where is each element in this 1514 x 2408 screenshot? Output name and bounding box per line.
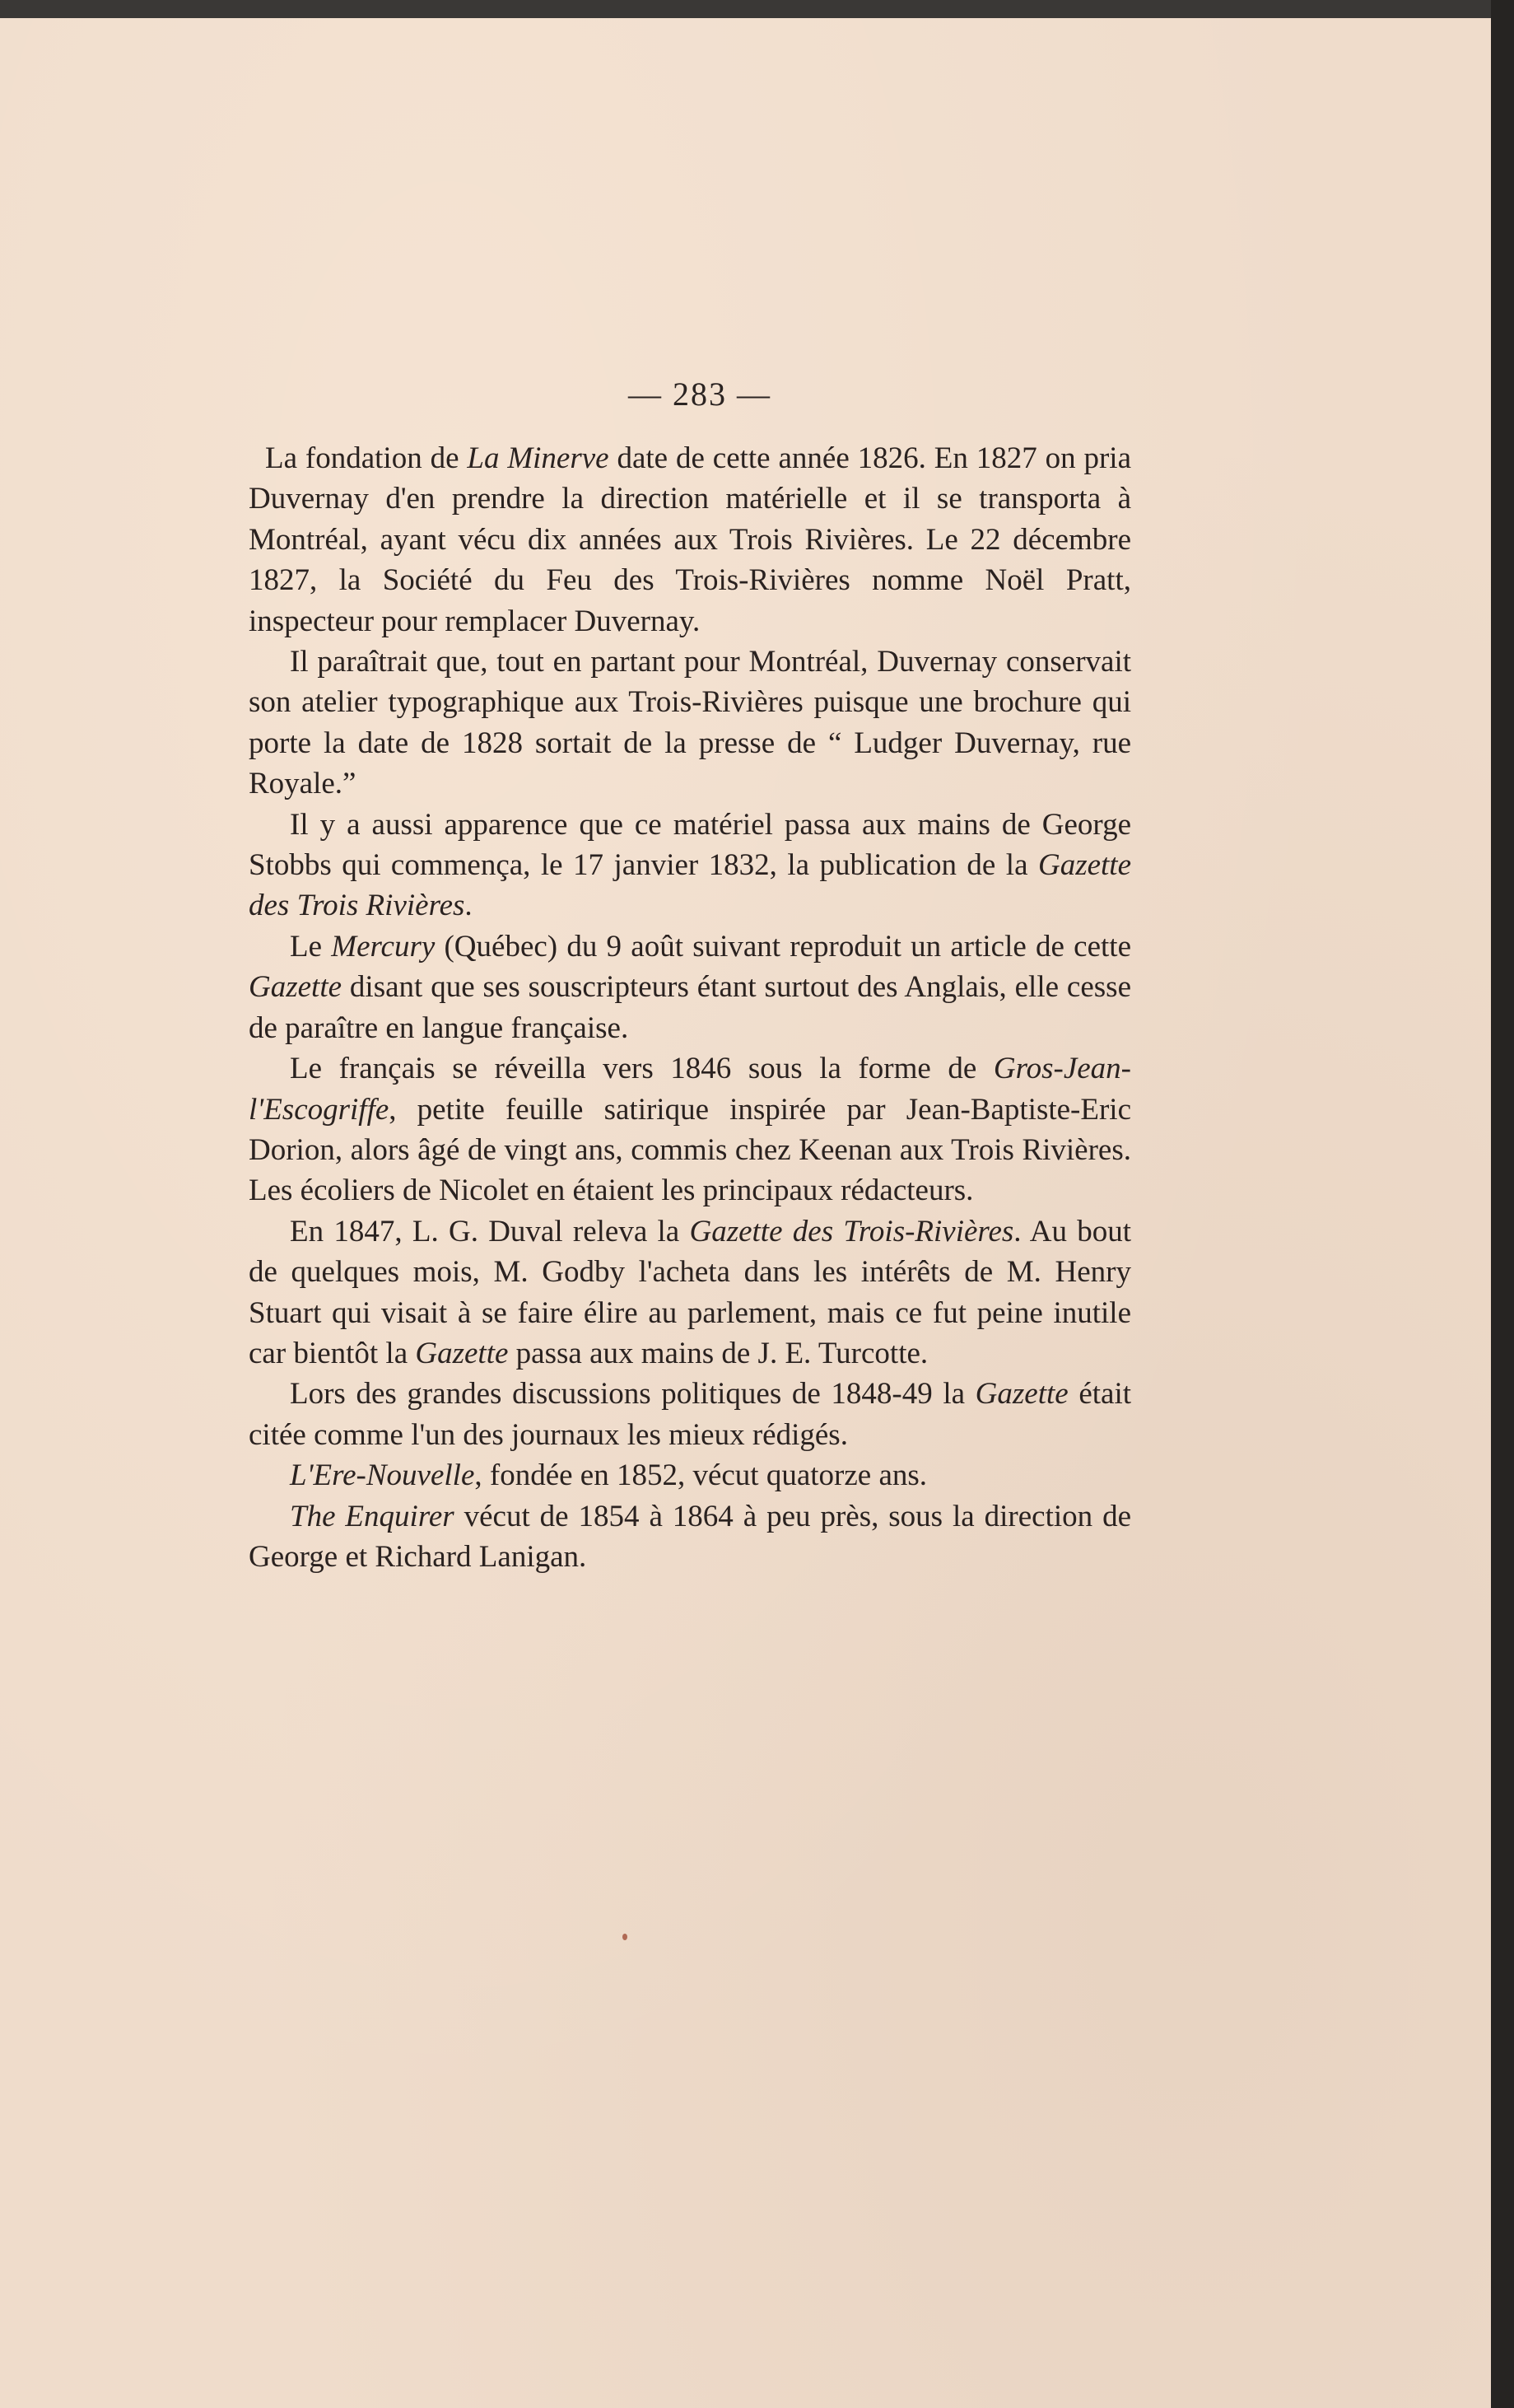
text-run: Il y a aussi apparence que ce matériel passa aux mains de George Stobbs qui commença, le 17 janvier 1832, la publication de la <box>249 807 1131 883</box>
text-run: était citée comme l'un des journaux les mieux rédigés. <box>249 1377 1132 1452</box>
scan-right-edge <box>1491 0 1514 2408</box>
text-run: . Au bout de quelques mois, M. Godby l'acheta dans les intérêts de M. Henry Stuart qui visait à se faire élire au parlement, mais ce fut peine inutile car bientôt la <box>249 1214 1131 1370</box>
text-run: Le <box>290 929 332 964</box>
paragraph-duval <box>249 1211 1131 1374</box>
paragraph-minerve <box>249 438 1131 642</box>
body-text <box>249 438 1131 1577</box>
text-run: La fondation de <box>265 441 468 475</box>
paragraph-enquirer <box>249 1496 1131 1578</box>
newspaper-title: Gros-Jean-l'Escogriffe <box>249 1052 1131 1127</box>
text-run: date de cette année 1826. En 1827 on pria Duvernay d'en prendre la direction matérielle et il se transporta à Montréal, ayant vécu dix années aux Trois Rivières. Le 22 décembre 1827, la Société du Feu des Trois-Rivières nomme Noël Pratt, inspecteur pour remplacer Duvernay. <box>249 441 1131 638</box>
text-run: passa aux mains de J. E. Turcotte. <box>508 1336 929 1370</box>
paragraph-gros-jean <box>249 1048 1131 1211</box>
text-run: disant que ses souscripteurs étant surtout des Anglais, elle cesse de paraître en langue française. <box>249 970 1131 1045</box>
paragraph-atelier <box>249 642 1131 805</box>
newspaper-title: L'Ere-Nouvelle <box>290 1458 475 1493</box>
scan-top-edge <box>0 0 1514 18</box>
newspaper-title: Gazette des Trois-Rivières <box>689 1214 1014 1248</box>
newspaper-title: Gazette <box>249 970 342 1005</box>
paragraph-discussions <box>249 1374 1131 1455</box>
paragraph-mercury <box>249 926 1131 1048</box>
text-run: vécut de 1854 à 1864 à peu près, sous la direction de George et Richard Lanigan. <box>249 1499 1131 1574</box>
text-run: , fondée en 1852, vécut quatorze ans. <box>474 1458 928 1493</box>
text-run: Il paraîtrait que, tout en partant pour Montréal, Duvernay conservait son atelier typographique aux Trois-Rivières puisque une brochure qui porte la date de 1828 sortait de la presse de “ Ludger Duvernay, rue Royale.” <box>249 645 1131 801</box>
newspaper-title: Gazette <box>975 1377 1069 1412</box>
newspaper-title: The Enquirer <box>290 1499 454 1533</box>
text-run: Le français se réveilla vers 1846 sous la forme de <box>290 1052 994 1086</box>
paragraph-ere-nouvelle <box>249 1455 1131 1496</box>
text-run: Lors des grandes discussions politiques de 1848-49 la <box>290 1377 976 1412</box>
text-run: (Québec) du 9 août suivant reproduit un article de cette <box>435 929 1131 964</box>
newspaper-title: Gazette <box>415 1336 509 1370</box>
newspaper-title: Mercury <box>331 929 436 964</box>
paragraph-stobbs <box>249 805 1131 926</box>
text-run: En 1847, L. G. Duval releva la <box>290 1214 690 1248</box>
newspaper-title: Gazette des Trois Rivières <box>249 848 1131 923</box>
page-number: — 283 — <box>628 376 771 413</box>
newspaper-title: La Minerve <box>467 441 609 475</box>
text-run: , petite feuille satirique inspirée par Jean-Baptiste-Eric Dorion, alors âgé de vingt ans, commis chez Keenan aux Trois Rivières. Les écoliers de Nicolet en étaient les principaux rédacteurs. <box>249 1092 1131 1208</box>
text-run: . <box>464 889 473 923</box>
ink-speck <box>622 1934 627 1940</box>
